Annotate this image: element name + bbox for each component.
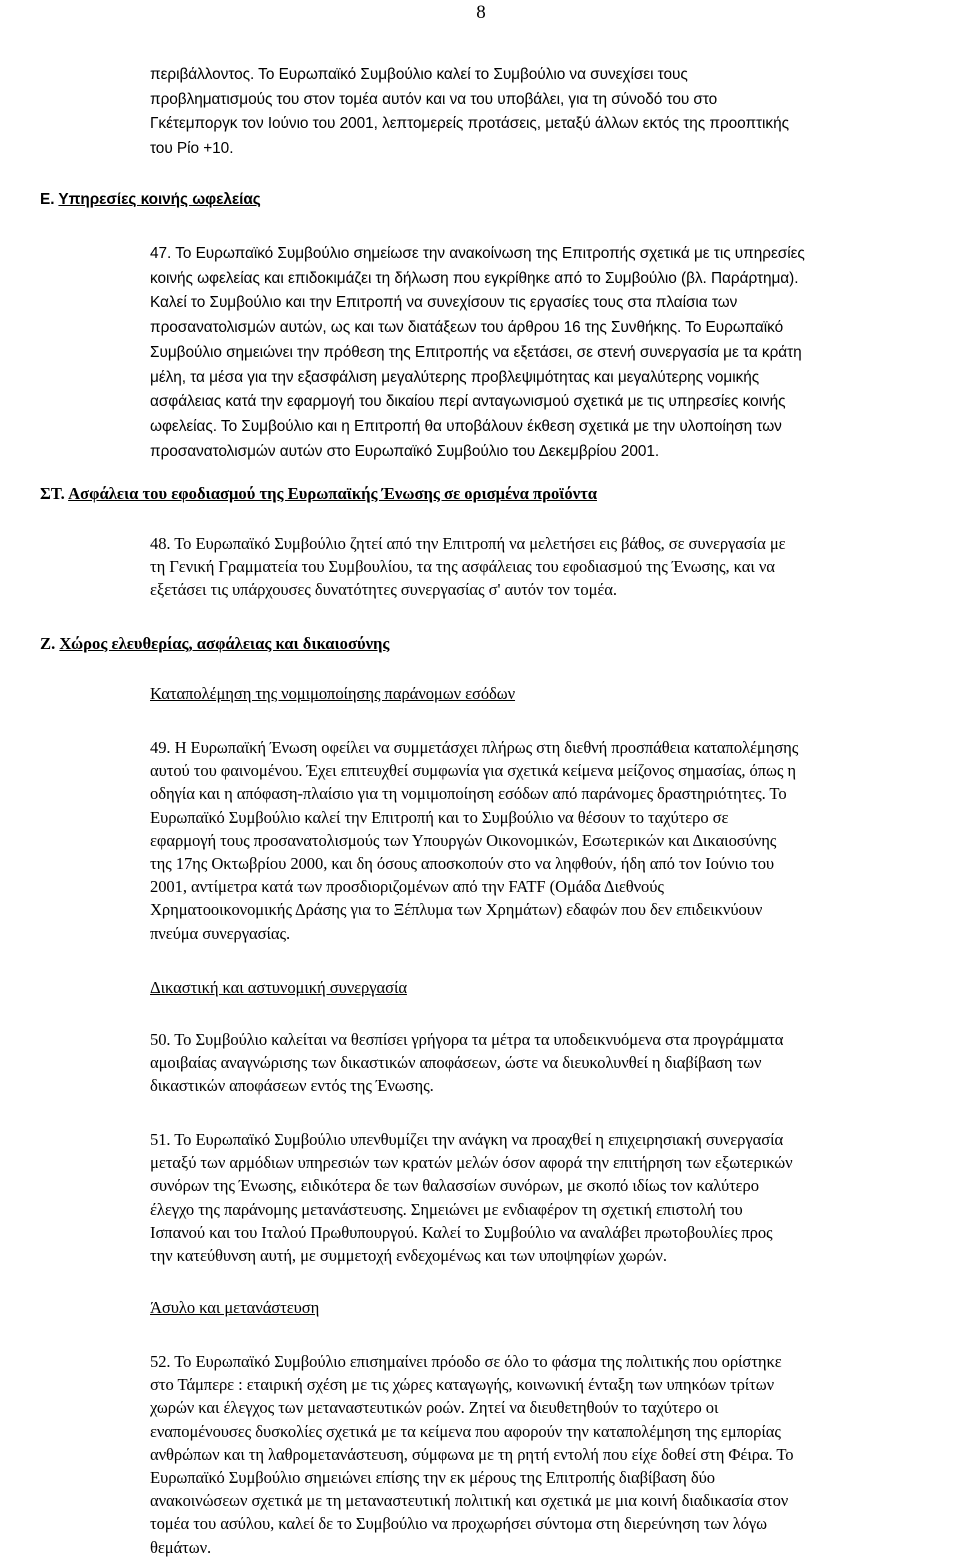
section-heading-z	[40, 632, 389, 655]
paragraph-52	[150, 1350, 794, 1559]
text-line: αμοιβαίας αναγνώρισης των δικαστικών αποφάσεων, ώστε να διευκολυνθεί η διαβίβαση των	[150, 1053, 762, 1073]
text-line: την κατεύθυνση αυτή, με συμμετοχή ενδεχομένως και των υποψηφίων χωρών.	[150, 1246, 667, 1266]
text-line: 48. Το Ευρωπαϊκό Συμβούλιο ζητεί από την Επιτροπή να μελετήσει εις βάθος, σε συνεργασία με	[150, 534, 786, 553]
text-line: 49. Η Ευρωπαϊκή Ένωση οφείλει να συμμετάσχει πλήρως στη διεθνή προσπάθεια καταπολέμησης	[150, 738, 799, 757]
text-line: δικαστικών αποφάσεων εντός της Ένωσης.	[150, 1076, 434, 1096]
section-heading-e	[40, 188, 261, 213]
text-line: προσανατολισμών αυτών στο Ευρωπαϊκό Συμβούλιο του Δεκεμβρίου 2001.	[150, 442, 660, 460]
text-line: 47. Το Ευρωπαϊκό Συμβούλιο σημείωσε την ανακοίνωση της Επιτροπής σχετικά με τις υπηρεσίες	[150, 245, 805, 262]
text-line: μέλη, τα μέσα για την εξασφάλιση μεγαλύτερης προβλεψιμότητας και μεγαλύτερης νομικής	[150, 368, 760, 386]
text-line: ανακοινώσεων σχετικά με τη μεταναστευτική πολιτική και σχετικά με μια κοινή διαδικασία στον	[150, 1491, 789, 1511]
text-line: Καλεί το Συμβούλιο και την Επιτροπή να συνεχίσουν τις εργασίες τους στα πλαίσια των	[150, 294, 738, 312]
subheading-asylum: Άσυλο και μετανάστευση	[150, 1298, 320, 1317]
intro-paragraph	[150, 63, 789, 162]
paragraph-47	[150, 242, 805, 464]
text-line: εφαρμογή τους προσανατολισμούς των Υπουργών Οικονομικών, Εσωτερικών και Δικαιοσύνης	[150, 830, 777, 850]
paragraph-49	[150, 736, 798, 945]
page-number: 8	[476, 2, 486, 23]
section-title: Χώρος ελευθερίας, ασφάλειας και δικαιοσύνης	[59, 634, 390, 653]
text-line: Ευρωπαϊκό Συμβούλιο καλεί την Επιτροπή και το Συμβούλιο να θέσουν το ταχύτερο σε	[150, 807, 729, 827]
text-line: πνεύμα συνεργασίας.	[150, 923, 291, 943]
section-letter: Ε.	[40, 191, 55, 208]
text-line: χωρών και έλεγχος των μεταναστευτικών ροών. Ζητεί να διευθετηθούν το ταχύτερο οι	[150, 1398, 719, 1418]
section-letter: ΣΤ.	[40, 484, 65, 503]
text-line: εναπομένουσες δυσκολίες σχετικά με τα κείμενα που αφορούν την καταπολέμηση της εμπορίας	[150, 1421, 781, 1441]
subheading-money-laundering: Καταπολέμηση της νομιμοποίησης παράνομων εσόδων	[150, 684, 516, 703]
text-line: προβληματισμούς του στον τομέα αυτόν και να του υποβάλει, για τη σύνοδό του στο	[150, 90, 718, 108]
text-line: Χρηματοοικονομικής Δράσης για το Ξέπλυμα των Χρημάτων) εδαφών που δεν επιδεικνύουν	[150, 900, 763, 920]
text-line: Συμβούλιο σημειώνει την πρόθεση της Επιτροπής να εξετάσει, σε στενή συνεργασία με τα κράτη	[150, 343, 802, 361]
paragraph-48	[150, 532, 786, 602]
text-line: αυτού του φαινομένου. Έχει επιτευχθεί συμφωνία για σχετικά κείμενα μείζονος σημασίας, όπως η	[150, 761, 796, 781]
text-line: ωφελείας. Το Συμβούλιο και η Επιτροπή θα υποβάλουν έκθεση σχετικά με την υλοποίηση των	[150, 417, 782, 435]
text-line: θεμάτων.	[150, 1537, 212, 1557]
text-line: συνόρων της Ένωσης, ειδικότερα δε των θαλασσίων συνόρων, με σκοπό ιδίως τον καλύτερο	[150, 1176, 759, 1196]
text-line: 50. Το Συμβούλιο καλείται να θεσπίσει γρήγορα τα μέτρα τα υποδεικνυόμενα στα προγράμματα	[150, 1030, 784, 1049]
text-line: του Ρίο +10.	[150, 140, 234, 158]
section-letter: Ζ.	[40, 634, 56, 653]
text-line: προσανατολισμών αυτών, ως και των διατάξεων του άρθρου 16 της Συνθήκης. Το Ευρωπαϊκό	[150, 319, 784, 337]
text-line: 51. Το Ευρωπαϊκό Συμβούλιο υπενθυμίζει την ανάγκη να προαχθεί η επιχειρησιακή συνεργασία	[150, 1130, 784, 1149]
text-line: μεταξύ των αρμόδιων υπηρεσιών των κρατών μελών όσον αφορά την επιτήρηση των εξωτερικών	[150, 1153, 793, 1173]
text-line: 2001, αντίμετρα κατά των προσδιοριζομένων από την FATF (Ομάδα Διεθνούς	[150, 877, 664, 897]
text-line: της 17ης Οκτωβρίου 2000, και δη όσους αποσκοπούν στο να ληφθούν, ήδη από τον Ιούνιο του	[150, 854, 775, 874]
text-line: ανθρώπων και τη λαθρομετανάστευση, σύμφωνα με τη ρητή εντολή που είχε δοθεί στη Φέιρα. Το	[150, 1444, 794, 1464]
text-line: περιβάλλοντος. Το Ευρωπαϊκό Συμβούλιο καλεί το Συμβούλιο να συνεχίσει τους	[150, 66, 688, 83]
text-line: εξετάσει τις υπάρχουσες δυνατότητες συνεργασίας σ' αυτόν τον τομέα.	[150, 580, 617, 600]
text-line: Ευρωπαϊκό Συμβούλιο σημειώνει επίσης την εκ μέρους της Επιτροπής διαβίβαση δύο	[150, 1468, 715, 1488]
text-line: στο Τάμπερε : εταιρική σχέση με τις χώρες καταγωγής, κοινωνική ένταξη των υπηκόων τρίτων	[150, 1375, 775, 1395]
paragraph-51	[150, 1128, 793, 1267]
section-title: Υπηρεσίες κοινής ωφελείας	[58, 191, 261, 208]
text-line: 52. Το Ευρωπαϊκό Συμβούλιο επισημαίνει πρόοδο σε όλο το φάσμα της πολιτικής που ορίστηκε	[150, 1352, 782, 1371]
text-line: Ισπανού και του Ιταλού Πρωθυπουργού. Καλεί το Συμβούλιο να αναλάβει πρωτοβουλίες προς	[150, 1222, 773, 1242]
paragraph-50	[150, 1028, 783, 1098]
text-line: κοινής ωφελείας και επιδοκιμάζει τη δήλωση που εγκρίθηκε από το Συμβούλιο (βλ. Παράρτημα).	[150, 269, 799, 287]
text-line: Γκέτεμποργκ τον Ιούνιο του 2001, λεπτομερείς προτάσεις, μεταξύ άλλων εκτός της προοπτικής	[150, 115, 789, 133]
section-heading-st	[40, 482, 597, 505]
text-line: οδηγία και η απόφαση-πλαίσιο για τη νομιμοποίηση εσόδων από παράνομες δραστηριότητες. Το	[150, 784, 787, 804]
text-line: έλεγχο της παράνομης μετανάστευσης. Σημειώνει με ενδιαφέρον τη σχετική επιστολή του	[150, 1199, 743, 1219]
text-line: τη Γενική Γραμματεία του Συμβουλίου, τα της ασφάλειας του εφοδιασμού της Ένωσης, και να	[150, 557, 775, 577]
subheading-judicial: Δικαστική και αστυνομική συνεργασία	[150, 978, 407, 997]
section-title: Ασφάλεια του εφοδιασμού της Ευρωπαϊκής Ένωσης σε ορισμένα προϊόντα	[68, 484, 598, 503]
text-line: ασφάλειας κατά την εφαρμογή του δικαίου περί ανταγωνισμού σχετικά με τις υπηρεσίες κοινής	[150, 393, 786, 411]
text-line: τομέα του ασύλου, καλεί δε το Συμβούλιο να προχωρήσει σύντομα στη διερεύνηση των λόγω	[150, 1514, 767, 1534]
